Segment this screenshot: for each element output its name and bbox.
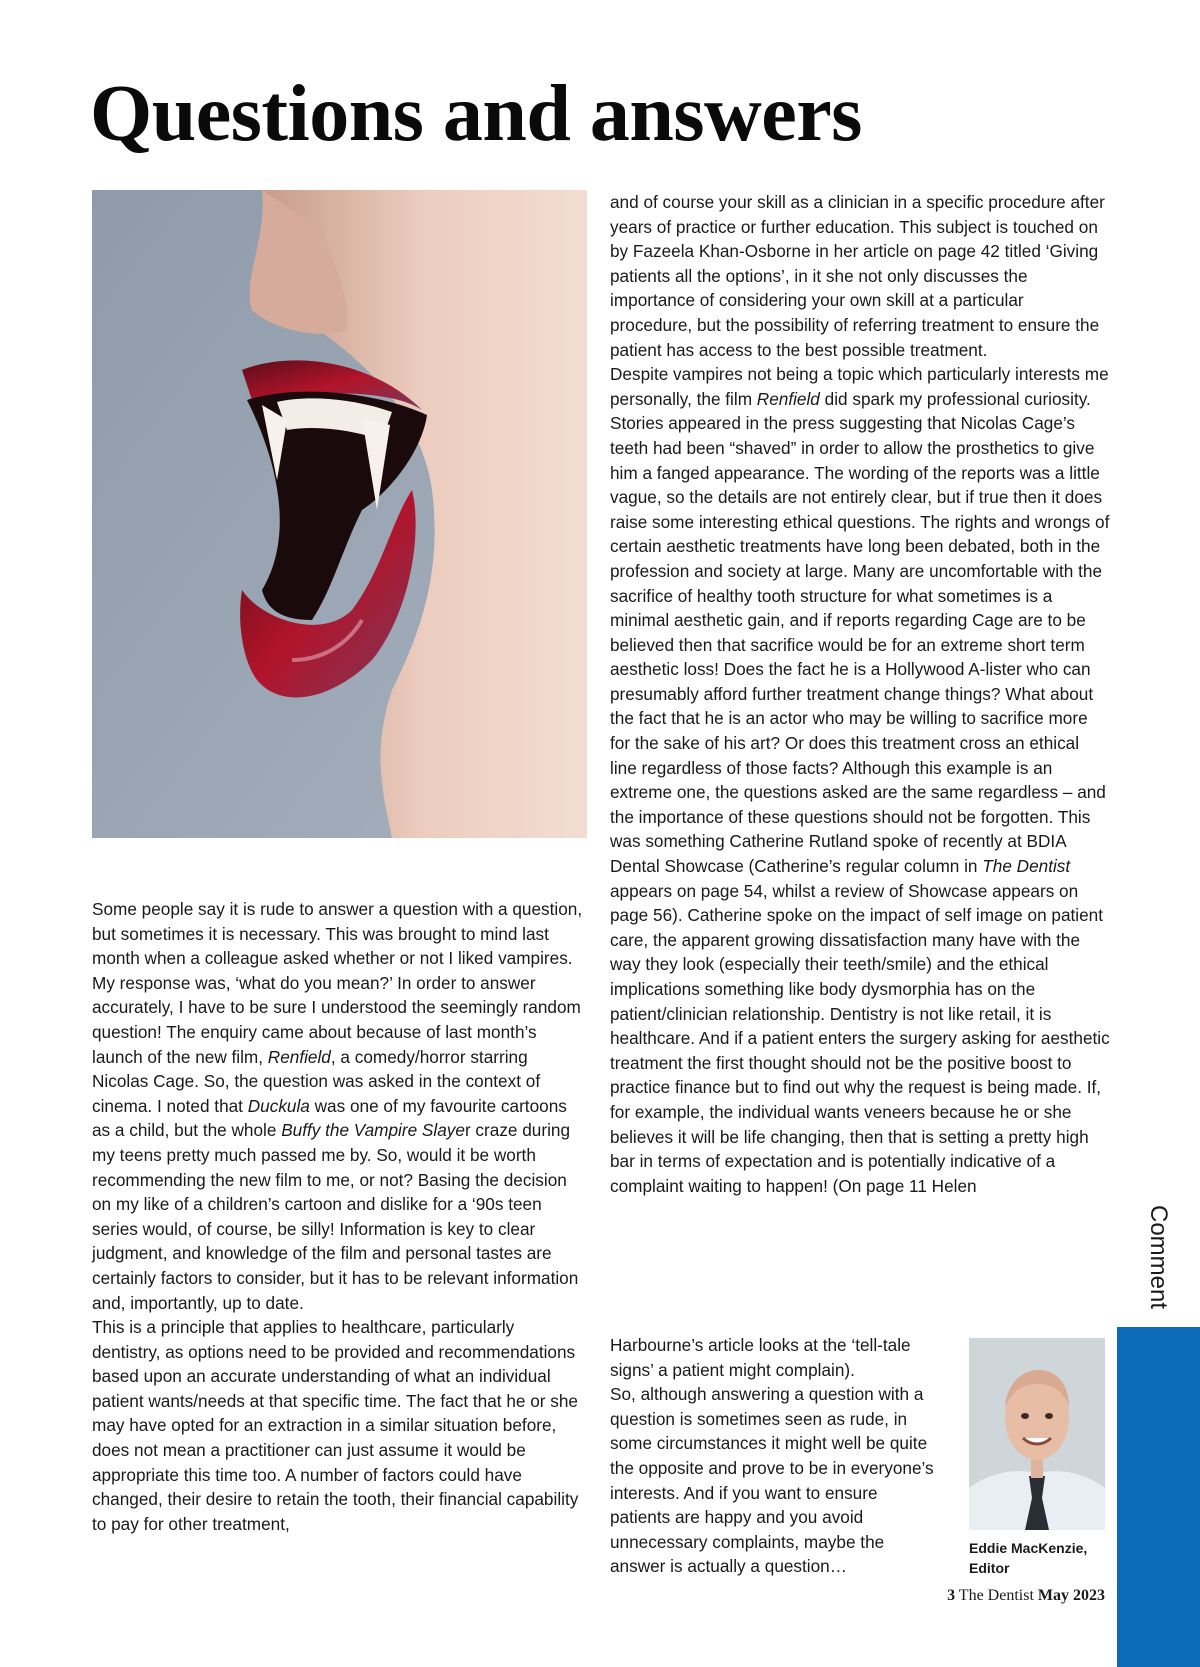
article-left-column xyxy=(92,897,587,1536)
text-run: did spark my professional curiosity. Stories appeared in the press suggesting that Nicolas Cage’s teeth had been “shaved” in order to allow the prosthetics to give him a fanged appearance. The wording of the reports was a little vague, so the details are not entirely clear, but if true then it does raise some interesting ethical questions. The rights and wrongs of certain aesthetic treatments have long been debated, both in the profession and society at large. Many are uncomfortable with the sacrifice of healthy tooth structure for what sometimes is a minimal aesthetic gain, and if reports regarding Cage are to be believed then that sacrifice would be for an extreme short term aesthetic loss! Does the fact he is a Hollywood A-lister who can presumably afford further treatment change things? What about the fact that he is an actor who may be willing to sacrifice more for the sake of his art? Or does this treatment cross an ethical line regardless of those facts? Although this example is an extreme one, the questions asked are the same regardless – and the importance of these questions should not be forgotten. This was something Catherine Rutland spoke of recently at BDIA Dental Showcase (Catherine’s regular column in xyxy=(610,388,1110,877)
editor-portrait-photo xyxy=(969,1338,1105,1530)
text-run: was one of my favourite cartoons as a child, but the whole xyxy=(92,1095,567,1141)
magazine-title-italic: The Dentist xyxy=(982,856,1071,877)
page-footer xyxy=(947,1587,1105,1605)
paragraph xyxy=(610,362,1110,1198)
film-title-italic: Renfield xyxy=(756,388,820,409)
vampire-fangs-photo xyxy=(92,190,587,838)
cartoon-title-italic: Duckula xyxy=(247,1095,310,1116)
editor-caption xyxy=(969,1538,1119,1578)
paragraph: and of course your skill as a clinician in a specific procedure after years of practice or further education. This subject is touched on by Fazeela Khan-Osborne in her article on page 42 titled ‘Giving patients all the options’, in it she not only discusses the importance of considering your own skill at a particular procedure, but the possibility of referring treatment to ensure the patient has access to the best possible treatment. xyxy=(610,192,1105,360)
paragraph: This is a principle that applies to healthcare, particularly dentistry, as options need to be provided and recommendations based upon an accurate understanding of what an individual patient wants/needs at that specific time. The fact that he or she may have opted for an extraction in a similar situation before, does not mean a practitioner can just assume it would be appropriate this time too. A number of factors could have changed, their desire to retain the tooth, their financial capability to pay for other treatment, xyxy=(92,1317,579,1534)
section-tab-bar xyxy=(1117,1327,1200,1667)
issue-date: May 2023 xyxy=(1037,1587,1105,1604)
publication-name: The Dentist xyxy=(958,1587,1034,1604)
paragraph: So, although answering a question with a question is sometimes seen as rude, in some circumstances it might well be quite the opposite and prove to be in everyone’s interests. And if you want to ensure patients are happy and you avoid unnecessary complaints, maybe the answer is actually a question… xyxy=(610,1384,934,1577)
paragraph: Harbourne’s article looks at the ‘tell-tale signs’ a patient might complain). xyxy=(610,1335,911,1380)
section-tab-label: Comment xyxy=(1145,1204,1172,1310)
text-run: appears on page 54, whilst a review of Showcase appears on page 56). Catherine spoke on the impact of self image on patient care, the apparent growing dissatisfaction many have with the way they look (especially their teeth/smile) and the ethical implications something like body dysmorphia has on the patient/clinician relationship. Dentistry is not like retail, it is healthcare. And if a patient enters the surgery asking for aesthetic treatment the first thought should not be the positive boost to practice finance but to find out why the request is being made. If, for example, the individual wants veneers because he or she believes it will be life changing, then that is setting a pretty high bar in terms of expectation and is potentially indicative of a complaint waiting to happen! (On page 11 Helen xyxy=(610,880,1110,1196)
series-title-italic: Buffy the Vampire Slaye xyxy=(281,1120,465,1141)
editor-role: Editor xyxy=(969,1560,1010,1576)
editor-name: Eddie MacKenzie, xyxy=(969,1540,1088,1556)
text-run: Some people say it is rude to answer a question with a question, but sometimes it is necessary. This was brought to mind last month when a colleague asked whether or not I liked vampires. My response was, ‘what do you mean?’ In order to answer accurately, I have to be sure I understood the seemingly random question! The enquiry came about because of last month’s launch of the new film, xyxy=(92,899,583,1067)
article-right-column xyxy=(610,190,1110,1198)
article-title: Questions and answers xyxy=(90,70,862,158)
text-run: , a comedy/horror starring Nicolas Cage. So, the question was asked in the context of cinema. I noted that xyxy=(92,1046,541,1116)
article-right-column-narrow xyxy=(610,1333,940,1579)
text-run: Despite vampires not being a topic which particularly interests me personally, the film xyxy=(610,364,1109,409)
page-number: 3 xyxy=(947,1587,956,1604)
text-run: r craze during my teens pretty much passed me by. So, would it be worth recommending the new film to me, or not? Basing the decision on my like of a children’s cartoon and dislike for a ‘90s teen series would, of course, be silly! Information is key to clear judgment, and knowledge of the film and personal tastes are certainly factors to consider, but it has to be relevant information and, importantly, up to date. xyxy=(92,1120,579,1313)
paragraph xyxy=(92,897,587,1315)
film-title-italic: Renfield xyxy=(267,1046,331,1067)
